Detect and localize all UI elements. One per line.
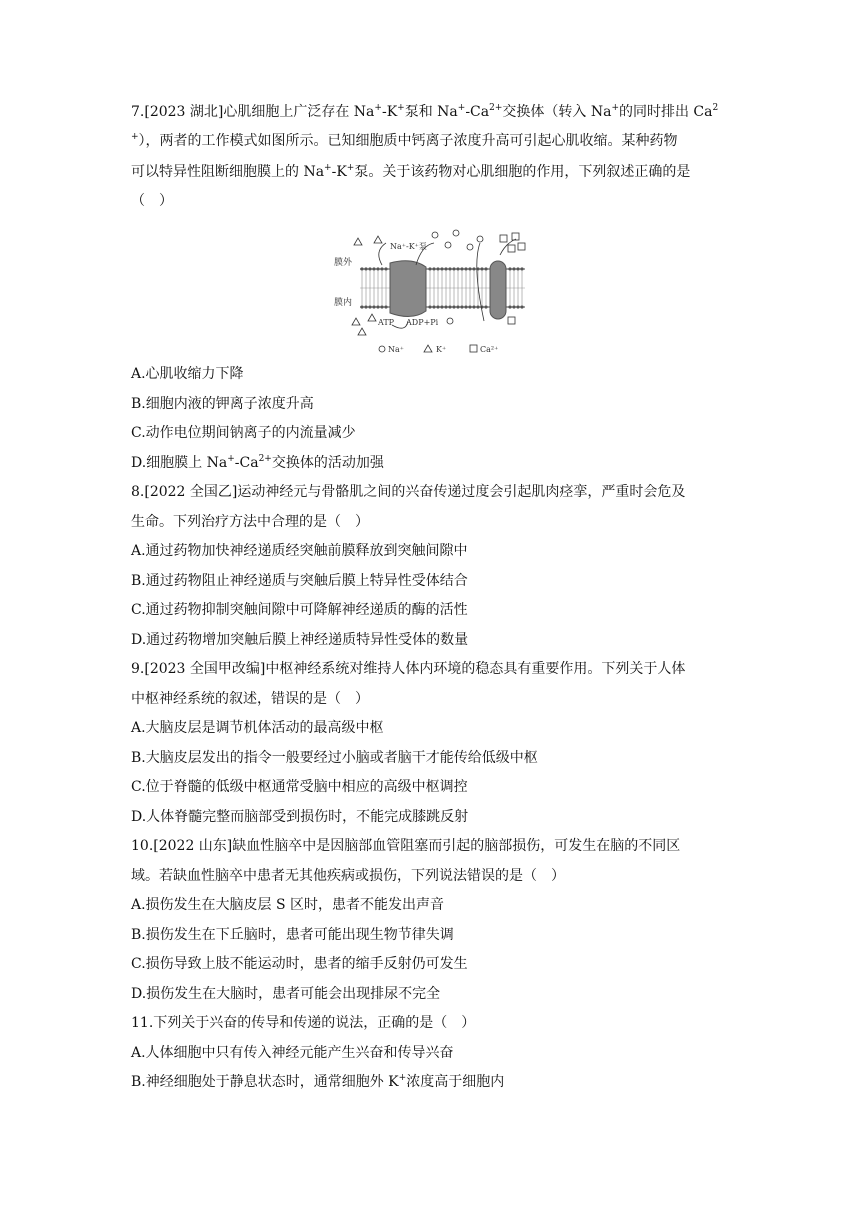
q7-option-c: C.动作电位期间钠离子的内流量减少 [131,425,356,441]
q11-stem-line1: 11.下列关于兴奋的传导和传递的说法，正确的是（ ） [131,1015,476,1031]
q8-option-b: B.通过药物阻止神经递质与突触后膜上特异性受体结合 [131,573,468,589]
outside-label: 膜外 [334,258,353,268]
q8-option-a: A.通过药物加快神经递质经突触前膜释放到突触间隙中 [131,543,468,559]
q11-option-b: B.神经细胞处于静息状态时，通常细胞外 K+浓度高于细胞内 [131,1073,505,1090]
q9-option-b: B.大脑皮层发出的指令一般要经过小脑或者脑干才能传给低级中枢 [131,750,538,766]
q8-stem-line1: 8.[2022 全国乙]运动神经元与骨骼肌之间的兴奋传递过度会引起肌肉痉挛，严重时会危及 [131,484,686,500]
svg-text:Ca²⁺: Ca²⁺ [480,345,499,354]
q10-option-a: A.损伤发生在大脑皮层 S 区时，患者不能发出声音 [131,897,445,913]
q8-stem-line2: 生命。下列治疗方法中合理的是（ ） [131,514,369,530]
q7-option-d: D.细胞膜上 $Na^+-Ca^{2+}$交换体的活动加强 [131,454,384,471]
q7-option-b: B.细胞内液的钾离子浓度升高 [131,396,314,412]
q11-option-a: A.人体细胞中只有传入神经元能产生兴奋和传导兴奋 [131,1045,454,1061]
atp-label: ATP [378,318,395,327]
q7-stem-line4: （ ） [131,193,173,209]
q10-option-d: D.损伤发生在大脑时，患者可能会出现排尿不完全 [131,986,441,1002]
q9-stem-line2: 中枢神经系统的叙述，错误的是（ ） [131,691,369,707]
k-in-arrow [379,243,386,265]
q10-stem-line1: 10.[2022 山东]缺血性脑卒中是因脑部血管阻塞而引起的脑部损伤，可发生在脑的不同区 [131,838,681,854]
na-k-pump-shape [390,261,426,317]
pump-label: Na⁺-K⁺泵 [390,242,427,251]
membrane-transport-diagram [330,225,535,365]
q9-option-c: C.位于脊髓的低级中枢通常受脑中相应的高级中枢调控 [131,779,468,795]
q8-option-c: C.通过药物抑制突触间隙中可降解神经递质的酶的活性 [131,602,468,618]
q10-option-b: B.损伤发生在下丘脑时，患者可能出现生物节律失调 [131,927,454,943]
q8-option-d: D.通过药物增加突触后膜上神经递质特异性受体的数量 [131,632,469,648]
q7-stem-line1: 7.[2023 湖北]心肌细胞上广泛存在 Na+-K+泵和 $Na^+-Ca^{2+}$交换体（转入 Na+的同时排出 Ca$^2$ [131,103,719,120]
q7-stem-line3: 可以特异性阻断细胞膜上的 Na+-K+泵。关于该药物对心肌细胞的作用，下列叙述正确的是 [131,163,691,180]
svg-text:K⁺: K⁺ [436,345,447,354]
q9-option-a: A.大脑皮层是调节机体活动的最高级中枢 [131,720,384,736]
na-ca-exchanger-shape [490,261,506,319]
inside-label: 膜内 [334,298,353,308]
q7-stem-line2: +），两者的工作模式如图所示。已知细胞质中钙离子浓度升高可引起心肌收缩。某种药物 [131,132,678,149]
na-in-arrow [477,243,484,321]
q10-option-c: C.损伤导致上肢不能运动时，患者的缩手反射仍可发生 [131,956,468,972]
q7-option-a: A.心肌收缩力下降 [131,366,244,382]
na-ions [432,230,483,324]
svg-text:Na⁺: Na⁺ [388,345,404,354]
legend [379,345,498,354]
q10-stem-line2: 域。若缺血性脑卒中患者无其他疾病或损伤，下列说法错误的是（ ） [131,868,565,884]
q9-option-d: D.人体脊髓完整而脑部受到损伤时，不能完成膝跳反射 [131,809,469,825]
adp-label: ADP+Pi [406,318,439,327]
q9-stem-line1: 9.[2023 全国甲改编]中枢神经系统对维持人体内环境的稳态具有重要作用。下列关于人体 [131,661,686,677]
